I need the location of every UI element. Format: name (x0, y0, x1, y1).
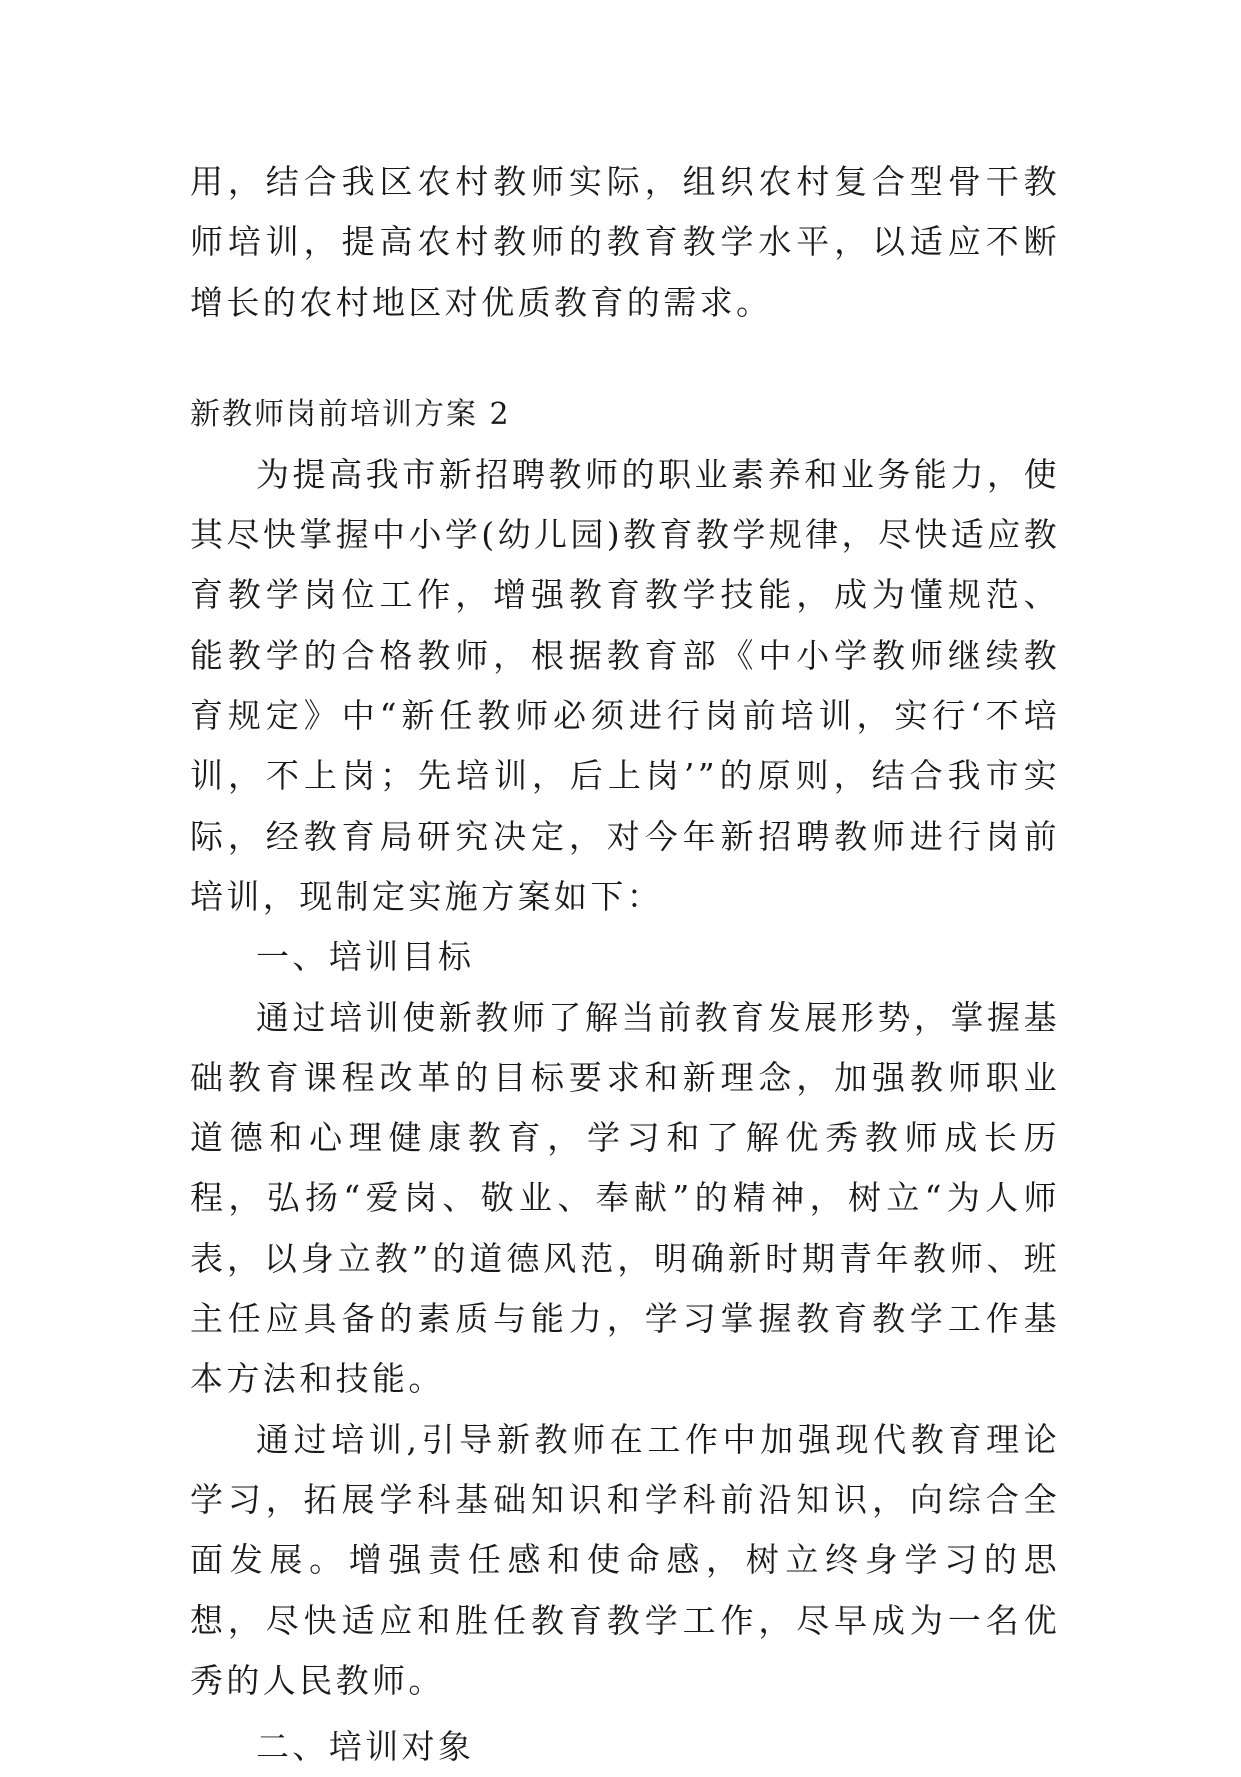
training-goals-paragraph: 通过培训使新教师了解当前教育发展形势，掌握基础教育课程改革的目标要求和新理念，加强教师职业道德和心理健康教育，学习和了解优秀教师成长历程，弘扬“爱岗、敬业、奉献”的精神，树立“为人师表，以身立教”的道德风范，明确新时期青年教师、班主任应具备的素质与能力，学习掌握教育教学工作基本方法和技能。 (190, 997, 1060, 1399)
intro-paragraph: 用，结合我区农村教师实际，组织农村复合型骨干教师培训，提高农村教师的教育教学水平，以适应不断增长的农村地区对优质教育的需求。 (190, 162, 1060, 322)
training-targets-heading: 二、培训对象 (256, 1727, 475, 1767)
section-spacer (190, 333, 1060, 391)
section-title: 新教师岗前培训方案 2 (190, 396, 511, 432)
document-body (190, 152, 1060, 1777)
training-goals-heading: 一、培训目标 (256, 937, 475, 977)
purpose-paragraph: 为提高我市新招聘教师的职业素养和业务能力，使其尽快掌握中小学(幼儿园)教育教学规律，尽快适应教育教学岗位工作，增强教育教学技能，成为懂规范、能教学的合格教师，根据教育部《中小学教师继续教育规定》中“新任教师必须进行岗前培训，实行‘不培训，不上岗；先培训，后上岗’”的原则，结合我市实际，经教育局研究决定，对今年新招聘教师进行岗前培训，现制定实施方案如下： (190, 454, 1060, 916)
training-development-paragraph: 通过培训,引导新教师在工作中加强现代教育理论学习，拓展学科基础知识和学科前沿知识，向综合全面发展。增强责任感和使命感，树立终身学习的思想，尽快适应和胜任教育教学工作，尽早成为一名优秀的人民教师。 (190, 1419, 1060, 1700)
